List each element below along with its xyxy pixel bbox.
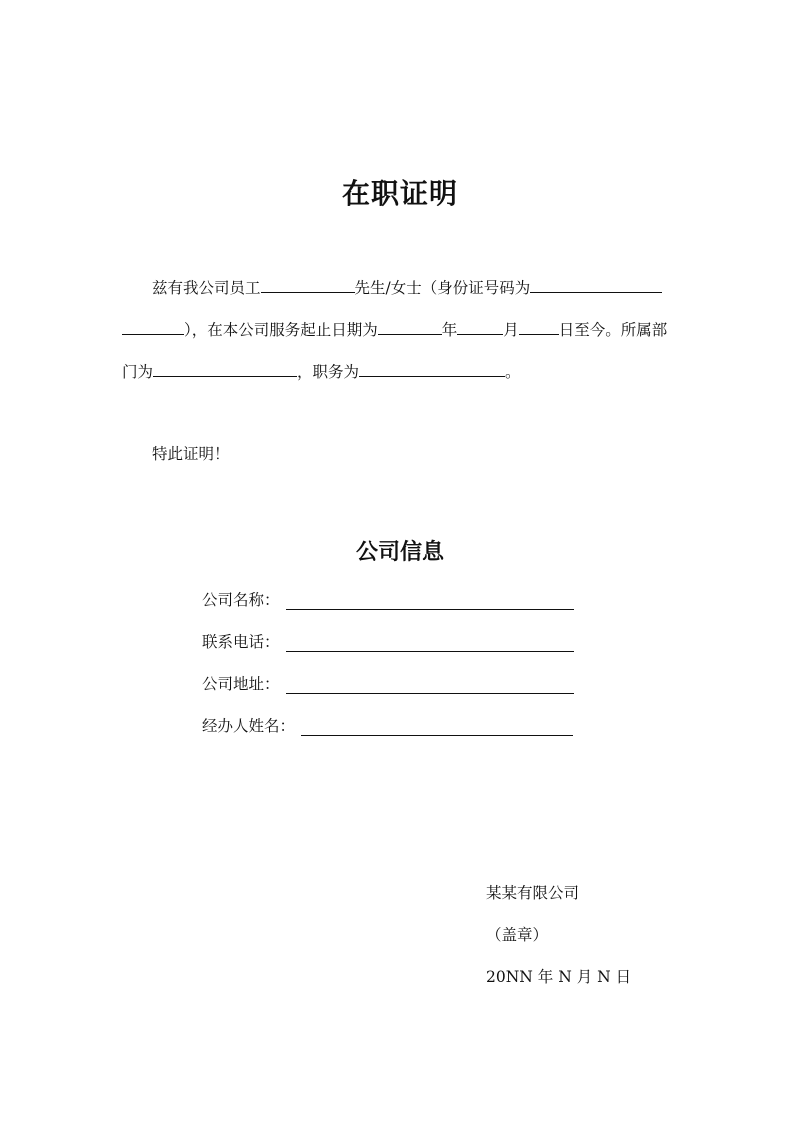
company-info-title: 公司信息 [355, 539, 444, 565]
company-name-label: 公司名称： [202, 591, 280, 609]
start-month-blank[interactable] [457, 319, 503, 335]
id-number-blank-cont[interactable] [122, 319, 184, 335]
text-segment: 。 [505, 363, 521, 381]
position-blank[interactable] [359, 361, 505, 377]
phone-row [202, 632, 574, 652]
paragraph-line-3 [122, 361, 682, 382]
text-segment: 门为 [122, 363, 154, 381]
start-day-blank[interactable] [519, 319, 559, 335]
text-segment: 兹有我公司员工 [152, 279, 261, 297]
handler-row [202, 716, 573, 736]
handler-field[interactable] [301, 721, 573, 736]
text-segment: 年 [441, 321, 458, 339]
company-name-row [202, 590, 574, 610]
department-blank[interactable] [153, 361, 297, 377]
id-number-blank[interactable] [530, 277, 662, 293]
phone-label: 联系电话： [202, 633, 280, 651]
handler-label: 经办人姓名： [202, 717, 296, 735]
address-row [202, 674, 574, 694]
text-segment: 日至今。所属部 [558, 321, 668, 339]
text-segment: ，职务为 [297, 363, 360, 381]
address-label: 公司地址： [202, 675, 280, 693]
certify-statement: 特此证明！ [152, 445, 230, 463]
paragraph-line-1 [122, 277, 682, 298]
phone-field[interactable] [286, 637, 574, 652]
company-name-field[interactable] [286, 595, 574, 610]
text-segment: 先生/女士（身份证号码为 [354, 279, 531, 297]
text-segment: ），在本公司服务起止日期为 [184, 321, 378, 339]
address-field[interactable] [286, 679, 574, 694]
signature-company: 某某有限公司 [486, 884, 580, 902]
document-title: 在职证明 [341, 177, 458, 210]
start-year-blank[interactable] [378, 319, 442, 335]
signature-seal: （盖章） [486, 926, 549, 944]
text-segment: 月 [503, 321, 519, 339]
employee-name-blank[interactable] [261, 277, 355, 293]
signature-date: 20NN 年 N 月 N 日 [486, 968, 632, 986]
paragraph-line-2 [122, 319, 682, 340]
